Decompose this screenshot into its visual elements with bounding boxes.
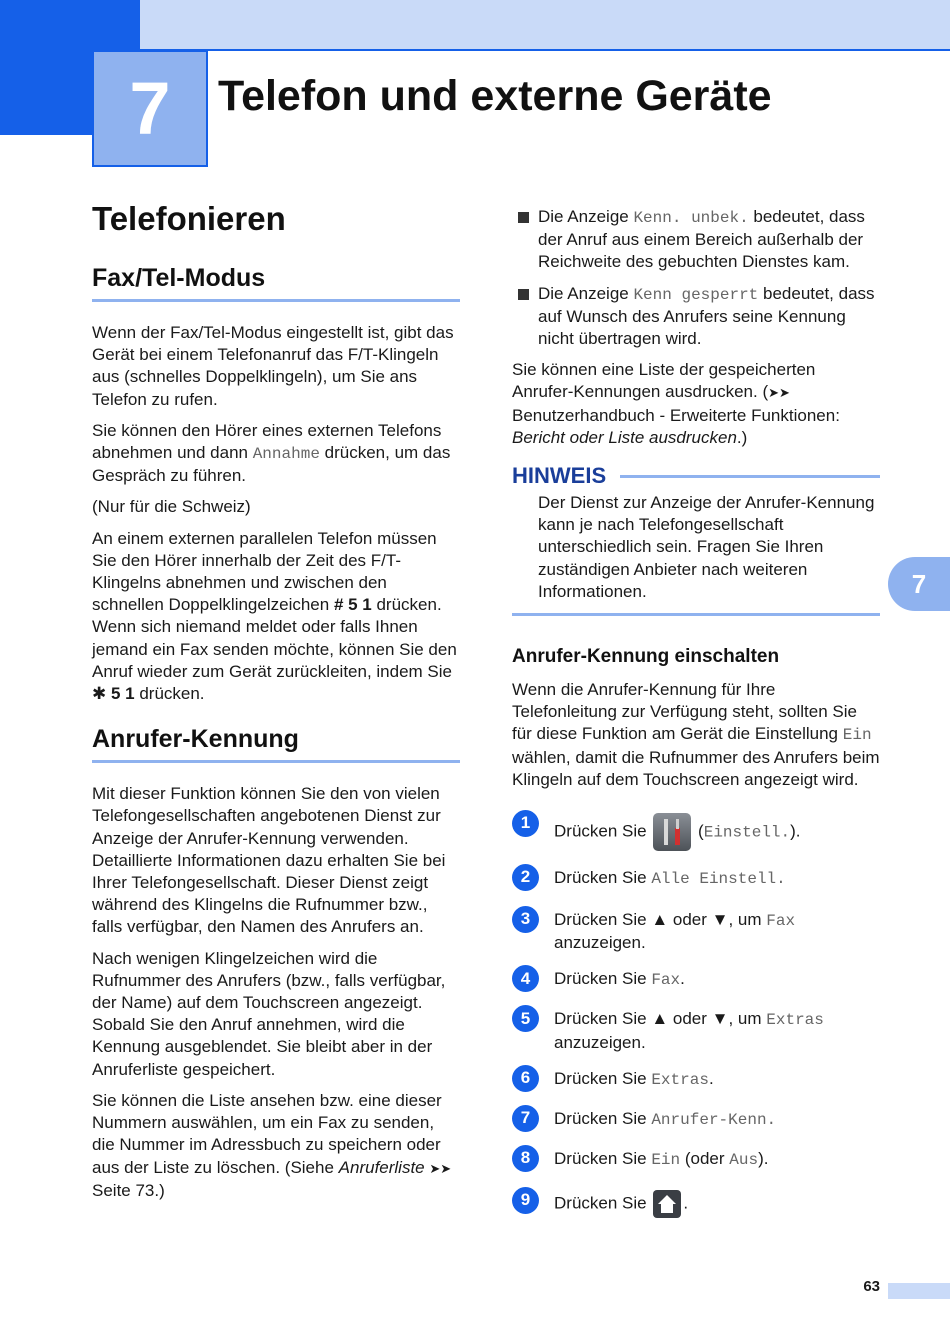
step-7 bbox=[512, 1108, 880, 1134]
step-number: 7 bbox=[512, 1105, 539, 1132]
text: wählen, damit die Rufnummer des Anrufers beim Klingeln auf dem Touchscreen angezeigt wird. bbox=[512, 747, 880, 789]
home-icon[interactable] bbox=[653, 1190, 681, 1218]
text: . bbox=[708, 1068, 714, 1088]
faxtel-paragraph-4 bbox=[92, 528, 460, 706]
text: . bbox=[680, 969, 685, 989]
text: oder bbox=[668, 910, 712, 930]
header-light-bar bbox=[140, 0, 950, 50]
note-title: HINWEIS bbox=[512, 463, 607, 489]
settings-tools-icon[interactable] bbox=[653, 813, 691, 851]
text: Die Anzeige bbox=[538, 283, 634, 303]
text: Drücken Sie bbox=[554, 821, 652, 841]
down-arrow-icon: ▼ bbox=[711, 910, 729, 930]
faxtel-paragraph-1: Wenn der Fax/Tel-Modus eingestellt ist, gibt das Gerät bei einem Telefonanruf das F/T-Klingeln aus (schnelles Doppelklingeln), um Sie ans Telefon zu rufen. bbox=[92, 323, 454, 409]
footer-bar bbox=[888, 1283, 950, 1299]
callerid-paragraph-2: Nach wenigen Klingelzeichen wird die Rufnummer des Anrufers (bzw., falls verfügbar, der Name) auf dem Touchscreen angezeigt. Sobald Sie den Anruf annehmen, wird die Kennung ausgeblendet. Sie bleibt aber in der Anruferliste gespeichert. bbox=[92, 948, 446, 1079]
section-title: Telefonieren bbox=[92, 200, 286, 237]
text: Sie können die Liste ansehen bzw. eine dieser Nummern auswählen, um ein Fax zu senden, die Nummer im Adressbuch zu speichern oder aus der Liste zu löschen. (Siehe bbox=[92, 1090, 442, 1177]
step-number: 5 bbox=[512, 1005, 539, 1032]
text: Drücken Sie bbox=[554, 868, 652, 888]
chapter-side-tab[interactable]: 7 bbox=[888, 557, 950, 611]
code-hash-51: # 5 1 bbox=[333, 595, 372, 615]
text: Drücken Sie bbox=[554, 969, 652, 989]
display-text: Ein bbox=[842, 726, 872, 745]
text: Die Anzeige bbox=[538, 207, 634, 226]
code-51: 5 1 bbox=[106, 684, 135, 704]
enable-callerid-paragraph bbox=[512, 679, 880, 791]
callerid-heading: Anrufer-Kennung bbox=[92, 725, 460, 763]
text: oder bbox=[668, 1009, 712, 1029]
step-number: 8 bbox=[512, 1145, 539, 1172]
step-8 bbox=[512, 1148, 880, 1174]
text: anzuzeigen. bbox=[554, 1032, 646, 1052]
text: Drücken Sie bbox=[554, 1108, 652, 1128]
bullet-kenn-gesperrt bbox=[512, 283, 880, 351]
text: Drücken Sie bbox=[554, 1148, 652, 1168]
text: Sie können den Hörer eines externen Telefons abnehmen und dann bbox=[92, 420, 442, 463]
double-arrow-icon: ➤➤ bbox=[768, 385, 790, 401]
display-text: Fax bbox=[766, 912, 796, 931]
note-header bbox=[512, 463, 880, 489]
display-text: Aus bbox=[729, 1150, 759, 1169]
bullet-kenn-unbek bbox=[512, 206, 880, 274]
step-number: 3 bbox=[512, 906, 539, 933]
header-line bbox=[140, 49, 950, 51]
faxtel-heading: Fax/Tel-Modus bbox=[92, 264, 460, 302]
note-text: Der Dienst zur Anzeige der Anrufer-Kennung kann je nach Telefongesellschaft unterschiedlich sein. Fragen Sie Ihren zuständigen Anbieter nach weiteren Informationen. bbox=[512, 492, 880, 616]
text: ). bbox=[790, 821, 801, 841]
page-number: 63 bbox=[863, 1278, 880, 1295]
step-number: 6 bbox=[512, 1065, 539, 1092]
text: drücken, um das Gespräch zu führen. bbox=[92, 443, 451, 486]
display-text: Kenn. unbek. bbox=[633, 209, 749, 227]
step-number: 9 bbox=[512, 1187, 539, 1214]
right-column bbox=[512, 206, 880, 1218]
display-text: Extras bbox=[651, 1070, 709, 1089]
text: , um bbox=[728, 910, 767, 930]
steps-list bbox=[512, 813, 880, 1218]
text: Drücken Sie bbox=[554, 1068, 652, 1088]
text: An einem externen parallelen Telefon müssen Sie den Hörer innerhalb der Zeit des F/T-Klingelns abnehmen und zwischen den schnellen Doppelklingelzeichen bbox=[92, 528, 437, 615]
double-arrow-icon: ➤➤ bbox=[429, 1160, 452, 1176]
text: ( bbox=[693, 821, 704, 841]
faxtel-paragraph-2 bbox=[92, 420, 460, 488]
text: Drücken Sie bbox=[554, 1193, 652, 1213]
text: Drücken Sie bbox=[554, 1009, 652, 1029]
callerid-paragraph-3 bbox=[92, 1090, 460, 1202]
square-bullet-icon bbox=[518, 289, 529, 300]
callerid-paragraph-1: Mit dieser Funktion können Sie den von vielen Telefongesellschaften angebotenen Dienst zur Anzeige der Anrufer-Kennung verwenden. Detaillierte Informationen dazu erhalten Sie bei Ihrer Telefongesellschaft. Dieser Dienst zeigt während des Klingelns die Rufnummer bzw., falls verfügbar, den Namen des Anrufers an. bbox=[92, 784, 446, 937]
step-number: 1 bbox=[512, 810, 539, 837]
text: anzuzeigen. bbox=[554, 933, 646, 953]
display-text: Kenn gesperrt bbox=[633, 285, 759, 304]
display-text: Einstell. bbox=[703, 823, 791, 842]
star-icon: ✱ bbox=[92, 684, 107, 704]
square-bullet-icon bbox=[518, 212, 529, 223]
display-text: Alle Einstell. bbox=[651, 870, 786, 889]
note-box bbox=[512, 463, 880, 616]
text: Benutzerhandbuch - Erweiterte Funktionen: bbox=[512, 405, 840, 425]
display-bullets bbox=[512, 206, 880, 350]
text: bedeutet, dass der Anruf aus einem Bereich außerhalb der Reichweite des gebuchten Dienstes kam. bbox=[538, 207, 865, 272]
display-text: Extras bbox=[766, 1011, 824, 1030]
step-2 bbox=[512, 867, 880, 893]
text: ). bbox=[758, 1148, 769, 1168]
text: .) bbox=[736, 427, 748, 447]
chapter-title: Telefon und externe Geräte bbox=[218, 72, 772, 120]
left-column bbox=[92, 200, 460, 1211]
text: drücken. bbox=[134, 684, 205, 704]
note-line bbox=[620, 475, 880, 478]
text: Drücken Sie bbox=[554, 910, 652, 930]
step-4 bbox=[512, 968, 880, 994]
faxtel-paragraph-3: (Nur für die Schweiz) bbox=[92, 497, 251, 517]
step-number: 4 bbox=[512, 965, 539, 992]
text: Wenn die Anrufer-Kennung für Ihre Telefonleitung zur Verfügung steht, sollten Sie für diese Funktion am Gerät die Einstellung bbox=[512, 680, 857, 744]
step-5 bbox=[512, 1008, 880, 1053]
text: , um bbox=[728, 1009, 767, 1029]
print-list-paragraph bbox=[512, 359, 880, 449]
step-3 bbox=[512, 909, 880, 954]
step-6 bbox=[512, 1068, 880, 1094]
text: drücken. Wenn sich niemand meldet oder falls Ihnen jemand ein Fax senden möchte, können Sie den Anruf wieder zum Gerät zurückleiten, indem Sie bbox=[92, 595, 457, 681]
display-text: Fax bbox=[651, 971, 681, 990]
step-9 bbox=[512, 1190, 880, 1218]
text: (oder bbox=[680, 1148, 730, 1168]
display-text: Anrufer-Kenn. bbox=[651, 1110, 777, 1129]
text: bedeutet, dass auf Wunsch des Anrufers seine Kennung nicht übertragen wird. bbox=[538, 283, 875, 349]
report-reference: Bericht oder Liste ausdrucken bbox=[512, 427, 737, 447]
chapter-number-box: 7 bbox=[92, 50, 208, 167]
enable-callerid-heading: Anrufer-Kennung einschalten bbox=[512, 646, 780, 668]
up-arrow-icon: ▲ bbox=[651, 1009, 669, 1029]
up-arrow-icon: ▲ bbox=[651, 910, 669, 930]
display-text: Ein bbox=[651, 1150, 681, 1169]
down-arrow-icon: ▼ bbox=[711, 1009, 729, 1029]
text: . bbox=[683, 1193, 689, 1213]
annahme-key-label: Annahme bbox=[252, 445, 320, 464]
step-number: 2 bbox=[512, 864, 539, 891]
step-1 bbox=[512, 813, 880, 851]
text: Sie können eine Liste der gespeicherten Anrufer-Kennungen ausdrucken. ( bbox=[512, 360, 816, 402]
text: Seite 73.) bbox=[92, 1180, 165, 1200]
anruferliste-link[interactable]: Anruferliste bbox=[338, 1157, 425, 1177]
